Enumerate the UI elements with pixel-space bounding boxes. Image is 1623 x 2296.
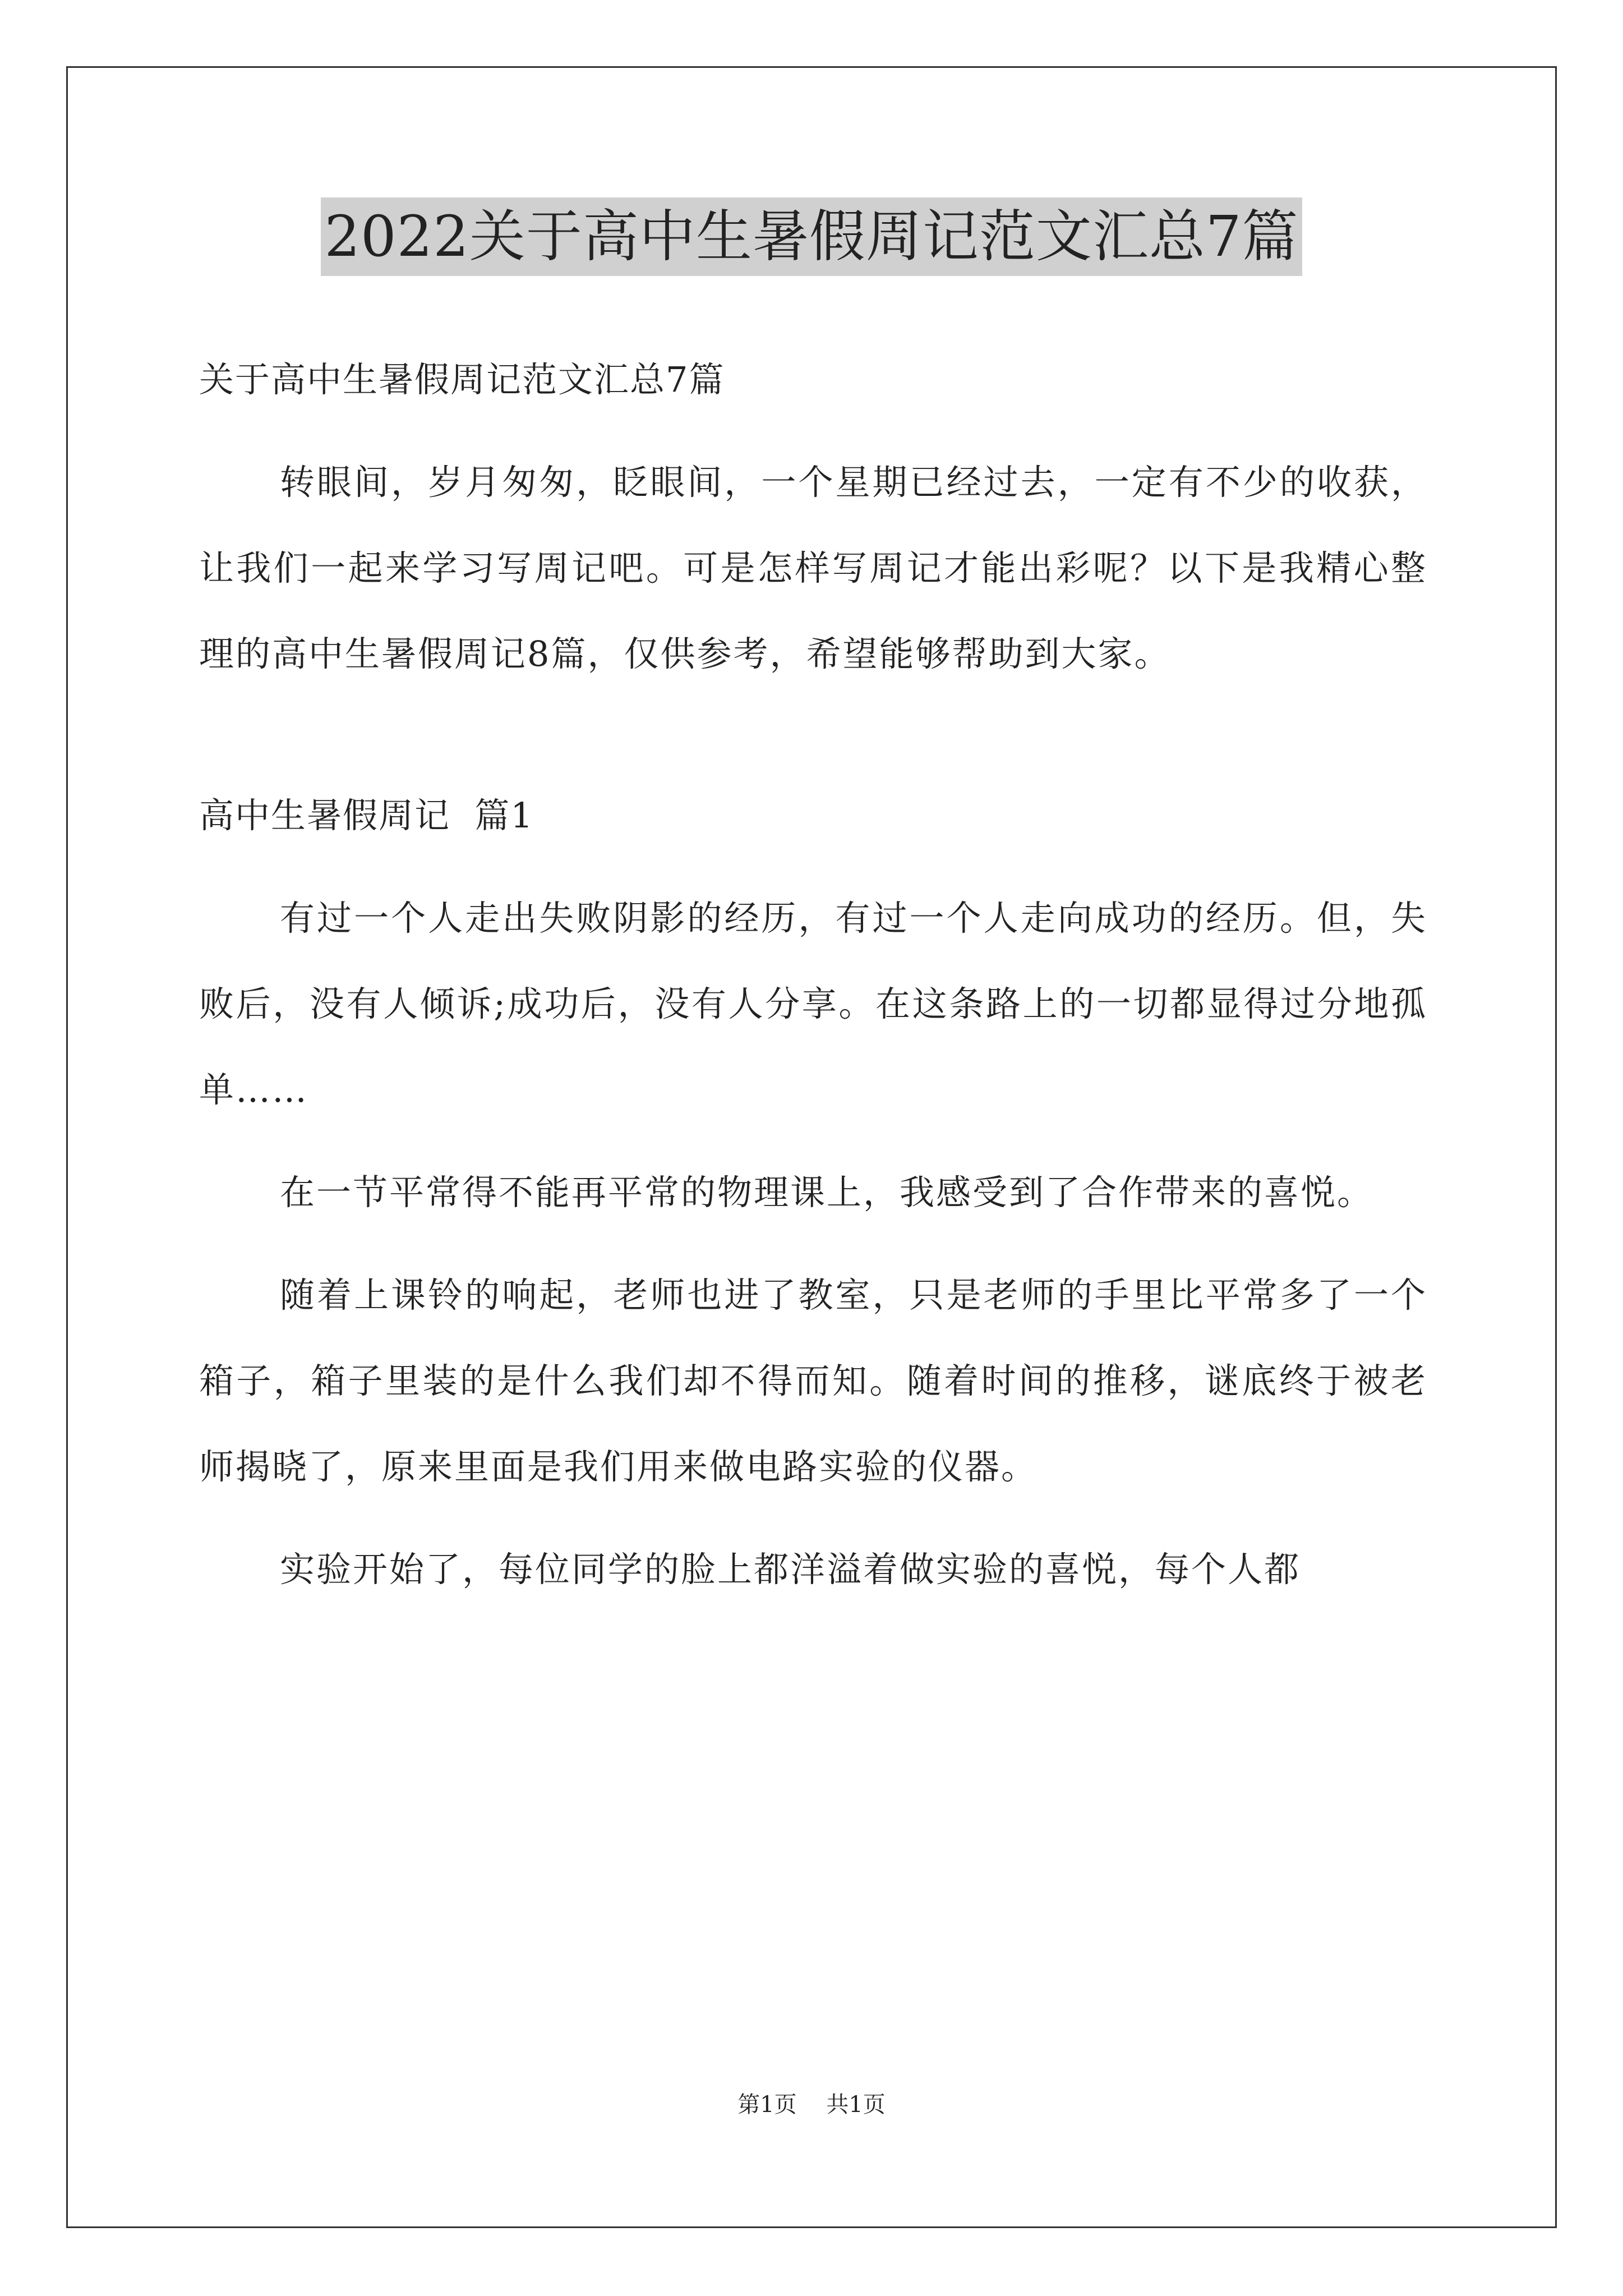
document-body: [199, 337, 1427, 1612]
body-paragraph: 随着上课铃的响起，老师也进了教室，只是老师的手里比平常多了一个箱子，箱子里装的是什么我们却不得而知。随着时间的推移，谜底终于被老师揭晓了，原来里面是我们用来做电路实验的仪器。: [199, 1274, 1427, 1487]
page-number: 第1页: [737, 2092, 797, 2118]
page-footer: [0, 2087, 1623, 2119]
intro-paragraph: 转眼间，岁月匆匆，眨眼间，一个星期已经过去，一定有不少的收获，让我们一起来学习写周记吧。可是怎样写周记才能出彩呢？以下是我精心整理的高中生暑假周记8篇，仅供参考，希望能够帮助到大家。: [199, 462, 1427, 674]
body-paragraph: 在一节平常得不能再平常的物理课上，我感受到了合作带来的喜悦。: [280, 1172, 1374, 1213]
body-paragraph: 实验开始了，每位同学的脸上都洋溢着做实验的喜悦，每个人都: [280, 1549, 1301, 1590]
page-total: 共1页: [826, 2092, 886, 2118]
document-subtitle: 关于高中生暑假周记范文汇总7篇: [199, 359, 725, 400]
document-title: 2022关于高中生暑假周记范文汇总7篇: [321, 197, 1302, 276]
section-heading: 高中生暑假周记 篇1: [199, 795, 534, 836]
body-paragraph: 有过一个人走出失败阴影的经历，有过一个人走向成功的经历。但，失败后，没有人倾诉;成功后，没有人分享。在这条路上的一切都显得过分地孤单……: [199, 898, 1427, 1110]
document-title-block: [0, 197, 1623, 276]
